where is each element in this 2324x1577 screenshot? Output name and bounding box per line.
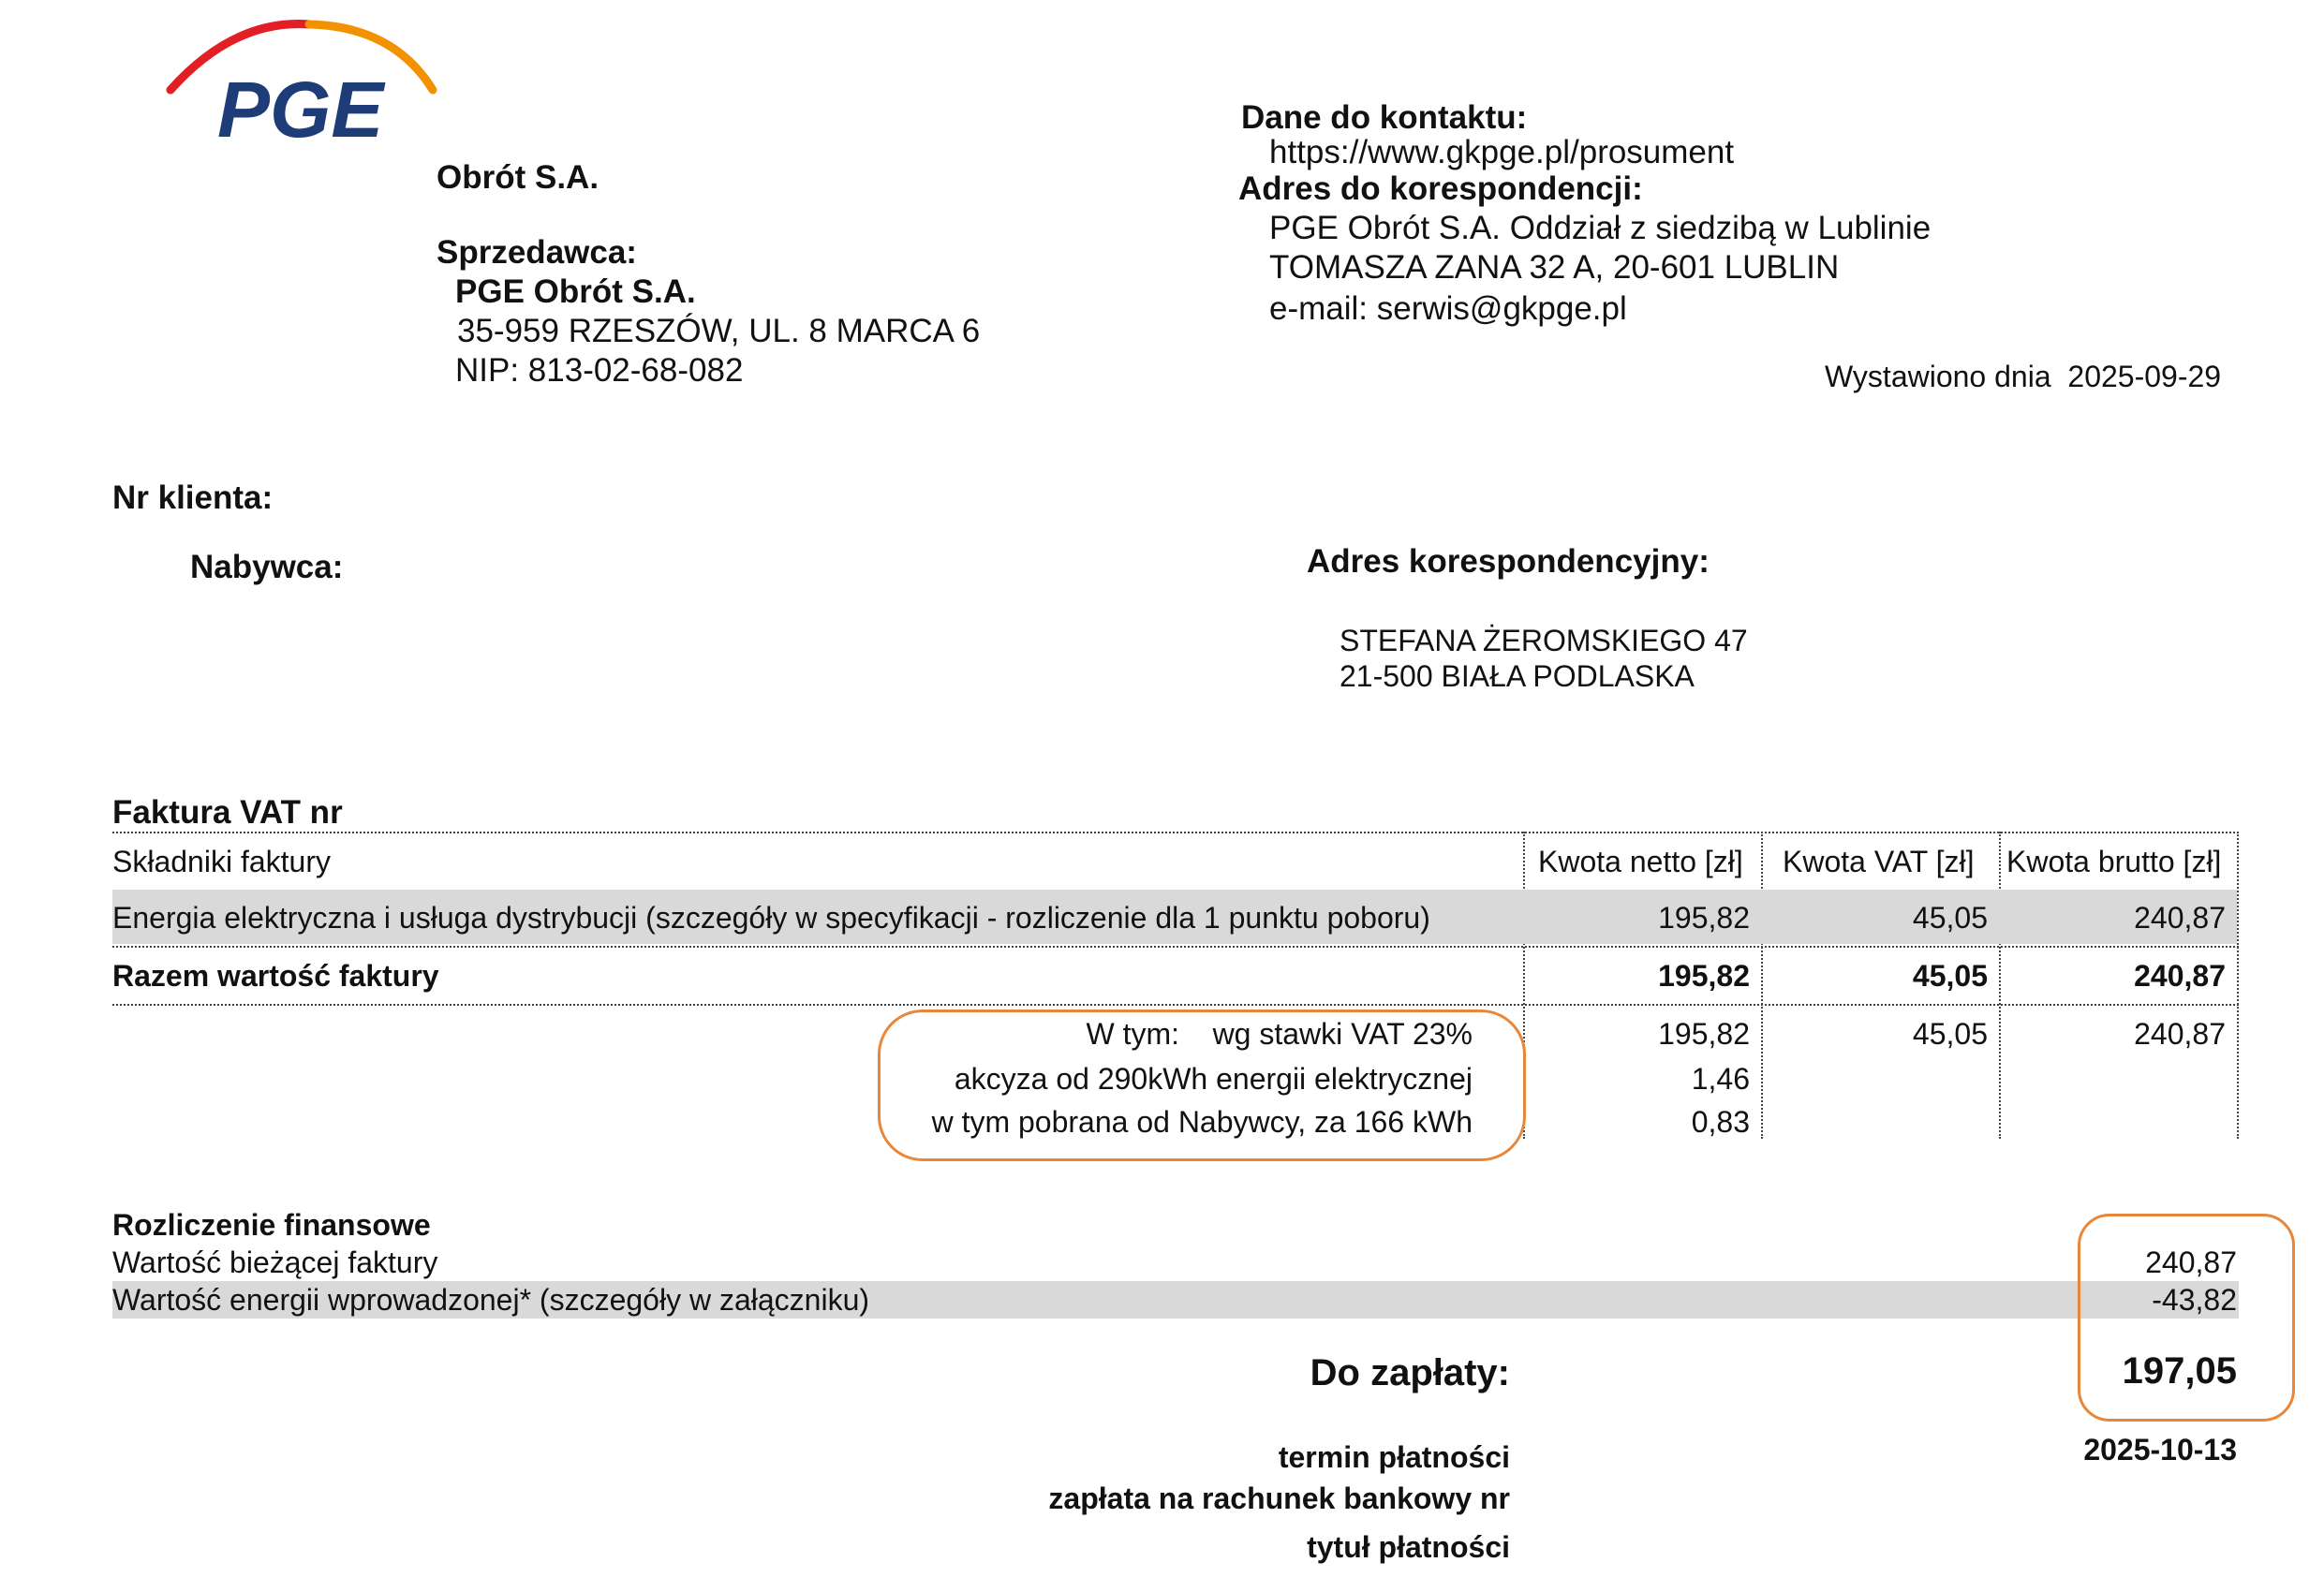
finance-current-label: Wartość bieżącej faktury xyxy=(112,1245,438,1279)
contact-heading: Dane do kontaktu: xyxy=(1241,99,1528,136)
row-energy-vat: 45,05 xyxy=(1912,901,1988,935)
breakdown-line2-label: akcyza od 290kWh energii elektrycznej xyxy=(954,1062,1473,1096)
payment-title-label: tytuł płatności xyxy=(1307,1530,1510,1564)
breakdown-vat-rate-label: wg stawki VAT 23% xyxy=(1212,1017,1473,1051)
row-energy-net: 195,82 xyxy=(1658,901,1750,935)
header-components: Składniki faktury xyxy=(112,845,331,878)
correspondence-line2: TOMASZA ZANA 32 A, 20-601 LUBLIN xyxy=(1269,249,1840,286)
issued-label: Wystawiono dnia xyxy=(1825,360,2051,393)
finance-energy-value: -43,82 xyxy=(2152,1283,2237,1317)
issued-date: 2025-09-29 xyxy=(2067,360,2222,393)
finance-energy-label: Wartość energii wprowadzonej* (szczegóły w załączniku) xyxy=(112,1283,870,1317)
header-gross: Kwota brutto [zł] xyxy=(2006,845,2222,878)
term-label: termin płatności xyxy=(1278,1440,1510,1474)
due-value: 197,05 xyxy=(2122,1350,2237,1392)
due-label: Do zapłaty: xyxy=(1310,1352,1510,1393)
row-total-gross: 240,87 xyxy=(2134,959,2226,993)
breakdown-line3-label: w tym pobrana od Nabywcy, za 166 kWh xyxy=(931,1105,1473,1139)
header-net: Kwota netto [zł] xyxy=(1538,845,1743,878)
col-separator-right xyxy=(2237,832,2239,1139)
pge-logo-text: PGE xyxy=(217,66,384,148)
seller-heading: Sprzedawca: xyxy=(437,234,637,271)
contact-url[interactable]: https://www.gkpge.pl/prosument xyxy=(1269,134,1735,170)
breakdown-line1-net: 195,82 xyxy=(1658,1017,1750,1051)
seller-nip: NIP: 813-02-68-082 xyxy=(455,352,744,389)
breakdown-prefix: W tym: xyxy=(1086,1017,1179,1051)
breakdown-line1-vat: 45,05 xyxy=(1912,1017,1988,1051)
row-total-vat: 45,05 xyxy=(1912,959,1988,993)
row-divider-1 xyxy=(112,946,2239,948)
correspondence-line1: PGE Obrót S.A. Oddział z siedzibą w Lublinie xyxy=(1269,210,1932,246)
breakdown-line2-net: 1,46 xyxy=(1691,1062,1750,1096)
annotation-amounts-box xyxy=(2078,1214,2295,1422)
term-value: 2025-10-13 xyxy=(2083,1433,2237,1466)
invoice-title: Faktura VAT nr xyxy=(112,794,343,831)
correspondence-address-line1: STEFANA ŻEROMSKIEGO 47 xyxy=(1340,624,1748,657)
breakdown-line3-net: 0,83 xyxy=(1691,1105,1750,1139)
seller-address: 35-959 RZESZÓW, UL. 8 MARCA 6 xyxy=(457,313,981,349)
row-energy-gross: 240,87 xyxy=(2134,901,2226,935)
contact-email[interactable]: e-mail: serwis@gkpge.pl xyxy=(1269,290,1627,327)
pge-logo-icon xyxy=(159,17,459,148)
issued-date-line xyxy=(1825,360,2221,394)
correspondence-address-heading: Adres korespondencyjny: xyxy=(1307,543,1710,580)
seller-name: PGE Obrót S.A. xyxy=(455,273,696,310)
correspondence-heading: Adres do korespondencji: xyxy=(1238,170,1643,207)
row-total-label: Razem wartość faktury xyxy=(112,959,439,993)
bank-account-label: zapłata na rachunek bankowy nr xyxy=(1048,1481,1510,1515)
client-number-label: Nr klienta: xyxy=(112,479,274,516)
row-total-net: 195,82 xyxy=(1658,959,1750,993)
finance-current-value: 240,87 xyxy=(2145,1245,2237,1279)
finance-heading: Rozliczenie finansowe xyxy=(112,1208,431,1242)
company-name: Obrót S.A. xyxy=(437,159,600,196)
annotation-breakdown-circle xyxy=(878,1010,1526,1161)
header-vat: Kwota VAT [zł] xyxy=(1783,845,1975,878)
buyer-label: Nabywca: xyxy=(190,549,344,585)
breakdown-line1-gross: 240,87 xyxy=(2134,1017,2226,1051)
table-top-border xyxy=(112,832,2239,833)
row-energy-label: Energia elektryczna i usługa dystrybucji (szczegóły w specyfikacji - rozliczenie dla 1 punktu poboru) xyxy=(112,901,1430,935)
correspondence-address-line2: 21-500 BIAŁA PODLASKA xyxy=(1340,659,1695,693)
row-divider-2 xyxy=(112,1004,2239,1006)
pge-logo xyxy=(159,17,459,148)
